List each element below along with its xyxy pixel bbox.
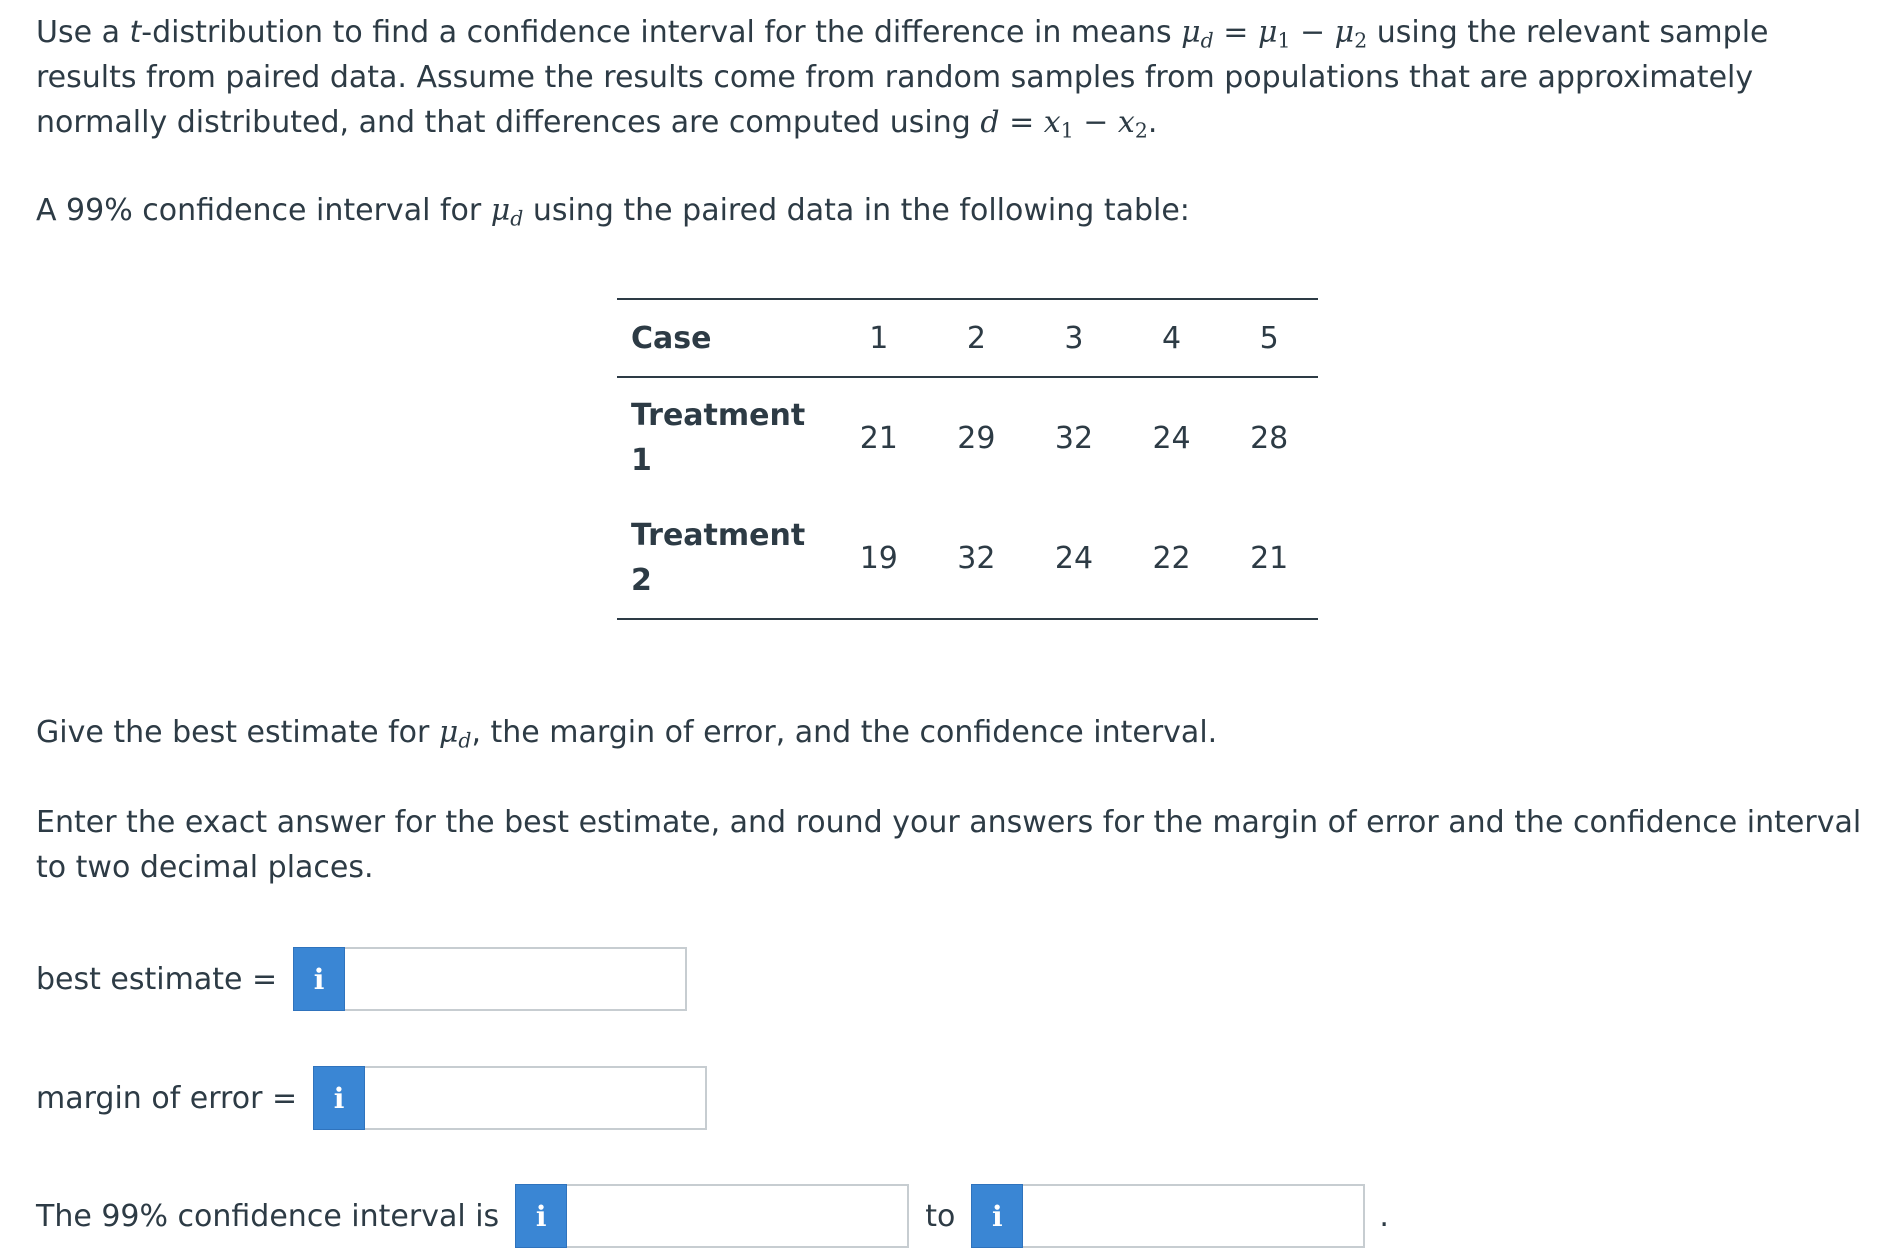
case-number: 1 — [869, 320, 889, 356]
margin-of-error-row — [36, 1066, 707, 1130]
table-row — [617, 377, 1318, 498]
table-cell: 22 — [1152, 540, 1191, 576]
best-estimate-label: best estimate = — [36, 961, 278, 997]
table-header-row — [617, 299, 1318, 377]
question-rounding-instructions: Enter the exact answer for the best estimate, and round your answers for the margin of error and the confidence interval to two decimal places. — [36, 805, 1862, 885]
case-number: 2 — [966, 320, 986, 356]
table-cell: 19 — [859, 540, 898, 576]
case-number: 3 — [1064, 320, 1084, 356]
confidence-interval-label: The 99% confidence interval is — [36, 1198, 500, 1234]
table-cell: 32 — [1054, 420, 1094, 456]
ci-lower-input[interactable] — [567, 1184, 909, 1248]
case-header: Case — [631, 320, 712, 356]
best-estimate-input[interactable] — [345, 947, 687, 1011]
table-cell: 32 — [957, 540, 996, 576]
paired-data-table — [617, 298, 1318, 620]
info-icon[interactable]: i — [971, 1184, 1023, 1248]
question-best-estimate: Give the best estimate for $\mu_d$, the margin of error, and the confidence interval. — [36, 715, 1218, 753]
treatment-1-label: Treatment 1 — [631, 398, 806, 478]
table-cell: 21 — [859, 420, 898, 456]
difference-equation: $d = x_1 - x_2$ — [980, 105, 1148, 143]
to-label: to — [925, 1198, 956, 1234]
table-row — [617, 498, 1318, 619]
case-number: 4 — [1162, 320, 1182, 356]
treatment-2-label: Treatment 2 — [631, 518, 806, 598]
margin-of-error-input[interactable] — [365, 1066, 707, 1130]
table-cell: 24 — [1054, 540, 1094, 576]
table-cell: 28 — [1250, 420, 1289, 456]
margin-of-error-label: margin of error = — [36, 1080, 298, 1116]
ci-prompt: A 99% confidence interval for $\mu_d$ using the paired data in the following table: — [36, 193, 1190, 231]
info-icon[interactable]: i — [515, 1184, 567, 1248]
info-icon[interactable]: i — [313, 1066, 365, 1130]
table-cell: 24 — [1152, 420, 1191, 456]
ci-upper-input[interactable] — [1023, 1184, 1365, 1248]
case-number: 5 — [1259, 320, 1279, 356]
confidence-interval-row — [36, 1184, 1389, 1248]
table-cell: 21 — [1250, 540, 1289, 576]
info-icon[interactable]: i — [293, 947, 345, 1011]
intro-paragraph: Use a t-distribution to find a confidence interval for the difference in means $\mu_d = \mu_1 - \mu_2$ using the relevant sample results from paired data. Assume the results come from random samples from populations that are approximately normally distributed, and that differences are computed using $d = x_1 - x_2$. — [36, 15, 1769, 143]
best-estimate-row — [36, 947, 687, 1011]
mu-d-equation: $\mu_d = \mu_1 - \mu_2$ — [1181, 15, 1368, 53]
table-cell: 29 — [957, 420, 996, 456]
sentence-period: . — [1379, 1198, 1389, 1234]
